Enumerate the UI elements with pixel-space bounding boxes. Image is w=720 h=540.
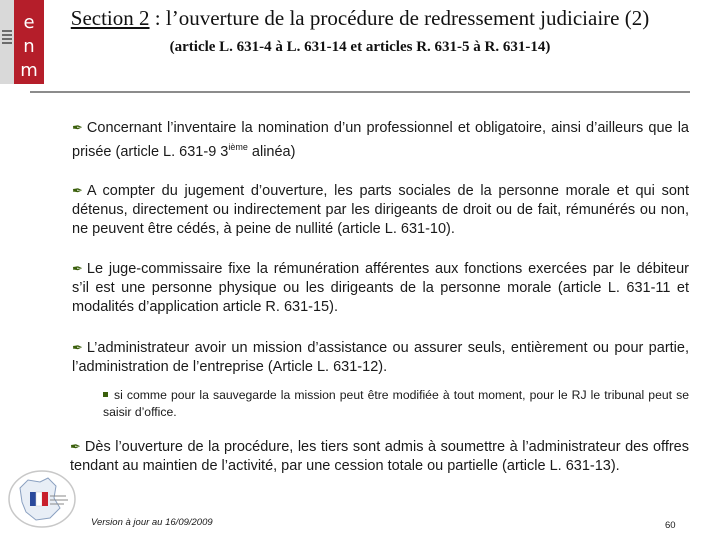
paragraph-3 <box>72 259 689 317</box>
title-rest: : l’ouverture de la procédure de redressement judiciaire (2) <box>149 6 650 30</box>
enm-logo <box>0 0 44 84</box>
pen-bullet-icon: ✒ <box>72 261 83 276</box>
pen-bullet-icon: ✒ <box>70 439 81 454</box>
paragraph-4 <box>72 338 689 377</box>
paragraph-5 <box>70 437 689 476</box>
paragraph-1-sup: ième <box>228 142 248 152</box>
page-title <box>70 6 650 31</box>
svg-text:e: e <box>23 12 35 33</box>
paragraph-2 <box>72 181 689 239</box>
footer-version-date: Version à jour au 16/09/2009 <box>91 517 213 528</box>
pen-bullet-icon: ✒ <box>72 120 83 135</box>
page-number: 60 <box>665 520 676 531</box>
title-section: Section 2 <box>70 6 150 30</box>
paragraph-1-text: Concernant l’inventaire la nomination d’un professionnel et obligatoire, ainsi d’ailleurs que la prisée (article L. 631-9 3 <box>72 120 689 160</box>
square-bullet-icon <box>103 392 108 397</box>
paragraph-5-text: Dès l’ouverture de la procédure, les tiers sont admis à soumettre à l’administrateur des offres tendant au maintien de l’activité, par une cession totale ou partielle (article L. 631-13). <box>70 439 689 474</box>
page-subtitle: (article L. 631-4 à L. 631-14 et articles R. 631-5 à R. 631-14) <box>169 39 551 55</box>
header-divider <box>30 91 690 93</box>
subpoint-text: si comme pour la sauvegarde la mission peut être modifiée à tout moment, pour le RJ le tribunal peut se saisir d’office. <box>103 388 689 419</box>
paragraph-2-text: A compter du jugement d’ouverture, les parts sociales de la personne morale et qui sont détenus, directement ou indirectement par les dirigeants de droit ou de fait, rémunérés ou non, ne peuvent être cédés, à peine de nullité (article L. 631-10). <box>72 183 689 237</box>
svg-text:m: m <box>20 60 38 81</box>
pen-bullet-icon: ✒ <box>72 340 83 355</box>
paragraph-4-text: L’administrateur avoir un mission d’assistance ou assurer seuls, entièrement ou pour partie, l’administration de l’entreprise (Article L. 631-12). <box>72 340 689 375</box>
svg-text:n: n <box>23 36 35 57</box>
header <box>70 6 650 56</box>
pen-bullet-icon: ✒ <box>72 183 83 198</box>
subpoint <box>103 387 689 421</box>
ministry-seal-logo <box>6 468 78 530</box>
paragraph-1-tail: alinéa) <box>247 143 296 160</box>
paragraph-1 <box>72 118 689 162</box>
paragraph-3-text: Le juge-commissaire fixe la rémunération afférentes aux fonctions exercées par le débiteur s’il est une personne physique ou les dirigeants de la personne morale (article L. 631-11 et modalités d’application article R. 631-15). <box>72 261 689 315</box>
